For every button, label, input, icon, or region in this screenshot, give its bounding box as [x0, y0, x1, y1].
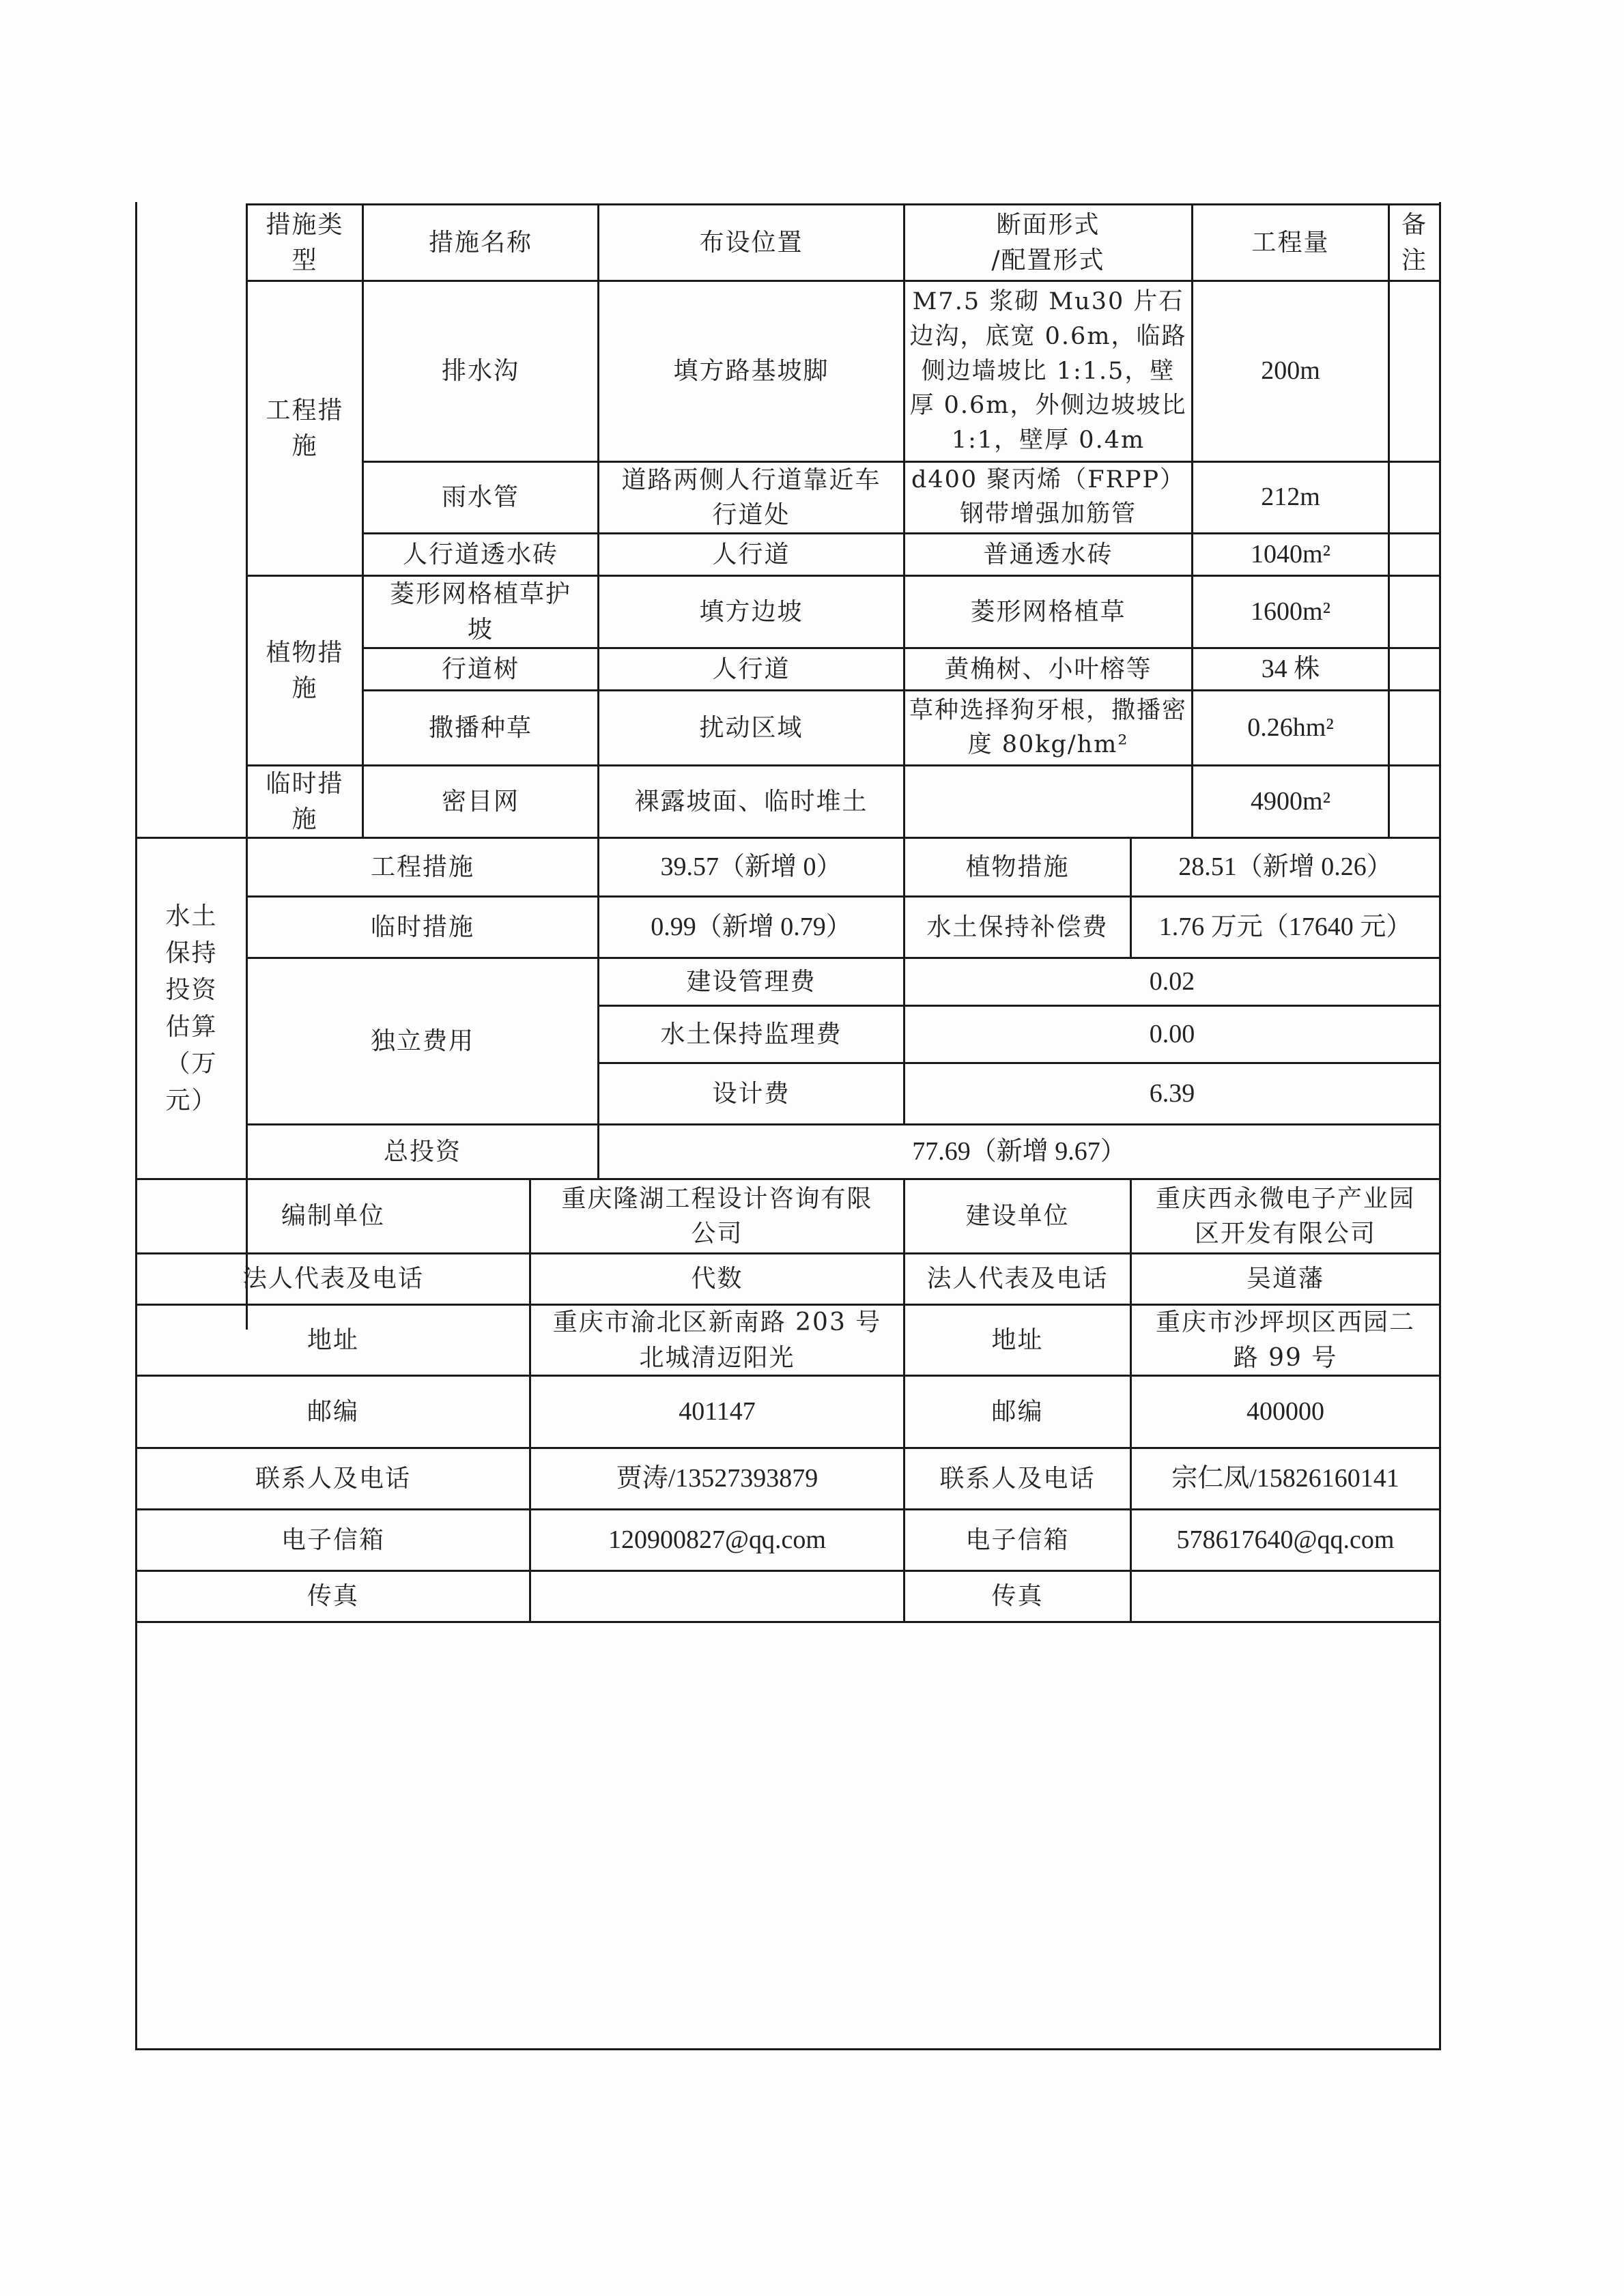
group-temporary: 临时措施	[266, 770, 344, 833]
legal-right-value: 吴道藩	[1246, 1265, 1324, 1293]
measure-location: 扰动区域	[699, 713, 803, 742]
independent-label: 独立费用	[370, 1027, 474, 1055]
measure-form: 普通透水砖	[983, 540, 1113, 569]
measure-form: 草种选择狗牙根，撒播密度 80kg/hm²	[909, 696, 1188, 758]
contact-label: 联系人及电话	[255, 1464, 411, 1493]
compensation-label: 水土保持补偿费	[926, 913, 1109, 941]
measure-name: 排水沟	[441, 357, 519, 386]
legal-right-label: 法人代表及电话	[926, 1265, 1109, 1293]
temporary-value: 0.99（新增 0.79）	[651, 912, 852, 941]
measure-location: 人行道	[712, 540, 790, 569]
header-quantity: 工程量	[1251, 228, 1330, 257]
contact-left-value: 贾涛/13527393879	[616, 1463, 818, 1493]
supervision-value: 0.00	[1149, 1019, 1195, 1048]
total-value: 77.69（新增 9.67）	[912, 1136, 1126, 1166]
construction-mgmt-value: 0.02	[1149, 966, 1195, 996]
measure-form: 黄桷树、小叶榕等	[944, 655, 1152, 683]
postcode-left-value: 401147	[679, 1396, 756, 1426]
measure-location: 道路两侧人行道靠近车行道处	[621, 465, 881, 529]
compiler-value: 重庆隆湖工程设计咨询有限公司	[561, 1184, 873, 1248]
measure-location: 填方路基坡脚	[673, 357, 829, 386]
compiler-label: 编制单位	[281, 1202, 385, 1231]
legal-left-value: 代数	[691, 1265, 743, 1293]
outer-right-border	[1439, 202, 1441, 2050]
contact-right-value: 宗仁凤/15826160141	[1171, 1463, 1399, 1493]
measure-quantity: 212m	[1261, 483, 1320, 512]
address-right-label: 地址	[991, 1325, 1044, 1354]
header-name: 措施名称	[428, 228, 532, 257]
measure-quantity: 4900m²	[1251, 786, 1330, 816]
address-left-value: 重庆市渝北区新南路 203 号北城清迈阳光	[552, 1308, 882, 1372]
temporary-label: 临时措施	[370, 913, 474, 941]
measure-quantity: 200m	[1261, 356, 1320, 386]
group-plant: 植物措施	[266, 639, 344, 702]
design-label: 设计费	[712, 1079, 790, 1108]
measure-quantity: 1040m²	[1251, 539, 1330, 569]
fax-right-label: 传真	[991, 1582, 1044, 1611]
total-label: 总投资	[383, 1137, 461, 1166]
measure-form: 菱形网格植草	[970, 597, 1126, 626]
group-engineering: 工程措施	[266, 397, 344, 460]
builder-value: 重庆西永微电子产业园区开发有限公司	[1155, 1184, 1415, 1248]
email-right-value: 578617640@qq.com	[1176, 1525, 1395, 1554]
header-form: 断面形式 /配置形式	[991, 211, 1105, 274]
measure-location: 填方边坡	[699, 597, 803, 626]
measure-form: M7.5 浆砌 Mu30 片石边沟，底宽 0.6m，临路侧边墙坡比 1:1.5，壁厚 0.6m，外侧边坡坡比 1:1，壁厚 0.4m	[909, 288, 1187, 455]
address-right-value: 重庆市沙坪坝区西园二路 99 号	[1155, 1308, 1415, 1372]
email-label: 电子信箱	[281, 1525, 385, 1554]
measure-name: 密目网	[441, 787, 519, 816]
postcode-right-value: 400000	[1247, 1396, 1324, 1426]
measure-form	[905, 766, 1191, 837]
measure-location: 人行道	[712, 655, 790, 683]
plant-value: 28.51（新增 0.26）	[1178, 852, 1393, 881]
supervision-label: 水土保持监理费	[660, 1020, 842, 1048]
measure-quantity: 34 株	[1261, 654, 1320, 683]
measure-quantity: 0.26hm²	[1247, 713, 1334, 742]
fax-right-value	[1132, 1572, 1439, 1621]
address-label: 地址	[307, 1325, 359, 1354]
measure-form: d400 聚丙烯（FRPP）钢带增强加筋管	[911, 466, 1186, 528]
construction-mgmt-label: 建设管理费	[686, 967, 816, 996]
header-location: 布设位置	[699, 228, 803, 257]
blank-remarks-area	[137, 1623, 1439, 2048]
outer-bottom-border	[135, 2048, 1441, 2050]
engineering-label: 工程措施	[370, 852, 474, 881]
measure-name: 行道树	[441, 655, 519, 683]
investment-section-label: 水土保持投资估算（万元）	[165, 902, 218, 1115]
email-left-value: 120900827@qq.com	[608, 1525, 826, 1554]
postcode-right-label: 邮编	[991, 1397, 1044, 1426]
builder-label: 建设单位	[965, 1202, 1070, 1231]
measure-location: 裸露坡面、临时堆土	[634, 787, 868, 816]
legal-label: 法人代表及电话	[242, 1265, 424, 1293]
engineering-value: 39.57（新增 0）	[660, 852, 842, 881]
measure-name: 菱形网格植草护坡	[389, 580, 571, 644]
contact-right-label: 联系人及电话	[939, 1464, 1096, 1493]
measure-name: 人行道透水砖	[402, 540, 558, 569]
design-value: 6.39	[1149, 1078, 1195, 1108]
fax-label: 传真	[307, 1582, 359, 1611]
postcode-label: 邮编	[307, 1397, 359, 1426]
compensation-value: 1.76 万元（17640 元）	[1158, 912, 1412, 941]
fax-left-value	[531, 1572, 903, 1621]
measure-quantity: 1600m²	[1251, 597, 1330, 626]
header-remark: 备注	[1401, 211, 1427, 274]
measure-name: 雨水管	[441, 483, 519, 512]
header-type: 措施类型	[266, 211, 344, 274]
email-right-label: 电子信箱	[965, 1525, 1070, 1554]
measure-name: 撒播种草	[428, 713, 532, 742]
col-line	[1388, 203, 1390, 837]
plant-label: 植物措施	[965, 852, 1070, 881]
